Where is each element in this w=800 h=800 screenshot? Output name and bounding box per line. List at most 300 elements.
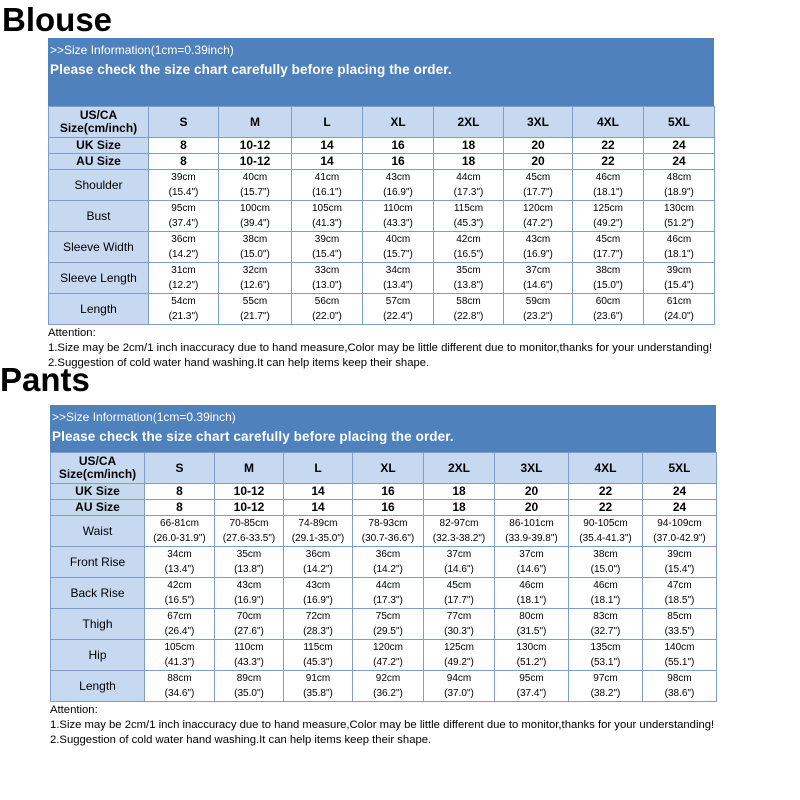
cm-value: 44cm [375, 580, 401, 591]
measurement-cell [149, 263, 219, 294]
inch-value: (22.8") [453, 311, 484, 322]
blouse-banner [48, 38, 714, 106]
measurement-cell [495, 578, 569, 609]
measurement-row [49, 232, 715, 263]
uk-size-cell: 16 [353, 484, 424, 500]
measurement-cell [353, 640, 424, 671]
measurement-cell [215, 578, 284, 609]
cm-value: 94cm [446, 673, 472, 684]
au-size-cell: 16 [353, 500, 424, 516]
inch-value: (17.3") [373, 595, 403, 606]
size-header: XL [353, 453, 424, 484]
cm-value: 47cm [667, 580, 692, 591]
measurement-cell [495, 516, 569, 547]
attention-title: Attention: [48, 327, 96, 339]
measurement-cell [504, 232, 573, 263]
cm-value: 72cm [305, 611, 331, 622]
measurement-cell [284, 609, 353, 640]
inch-value: (15.7") [240, 187, 270, 198]
inch-value: (49.2") [593, 218, 623, 229]
blouse-au-row [49, 154, 715, 170]
cm-value: 37cm [525, 265, 551, 276]
uk-size-cell: 22 [569, 484, 643, 500]
measurement-cell [569, 671, 643, 702]
cm-value: 92cm [375, 673, 401, 684]
cm-value: 58cm [456, 296, 481, 307]
measurement-cell [353, 578, 424, 609]
size-header: 4XL [573, 107, 644, 138]
cm-value: 37cm [519, 549, 544, 560]
pants-size-chart [50, 405, 716, 748]
cm-value: 59cm [525, 296, 551, 307]
measurement-cell [353, 547, 424, 578]
au-size-cell: 16 [363, 154, 434, 170]
inch-value: (15.0") [593, 280, 623, 291]
cm-value: 61cm [666, 296, 692, 307]
header-label: US/CA Size(cm/inch) [49, 107, 149, 138]
inch-value: (13.4") [164, 564, 195, 575]
measurement-cell [292, 294, 363, 325]
pants-banner-notice: Please check the size chart carefully before placing the order. [52, 429, 454, 444]
au-size-label: AU Size [49, 154, 149, 170]
inch-value: (32.7") [590, 626, 621, 637]
measurement-cell [643, 671, 717, 702]
measurement-cell [363, 263, 434, 294]
blouse-title: Blouse [2, 1, 113, 38]
cm-value: 89cm [236, 673, 262, 684]
au-size-cell: 10-12 [219, 154, 292, 170]
cm-value: 46cm [666, 234, 692, 245]
inch-value: (45.3") [453, 218, 484, 229]
inch-value: (37.0-42.9") [653, 533, 706, 544]
cm-value: 36cm [171, 234, 196, 245]
inch-value: (51.2") [516, 657, 547, 668]
measurement-cell [569, 547, 643, 578]
measurement-cell [434, 232, 504, 263]
cm-value: 39cm [667, 549, 692, 560]
au-size-cell: 20 [504, 154, 573, 170]
measurement-cell [149, 170, 219, 201]
blouse-size-chart [48, 38, 714, 371]
uk-size-cell: 8 [145, 484, 215, 500]
measurement-cell [219, 170, 292, 201]
cm-value: 90-105cm [583, 518, 628, 529]
inch-value: (37.4") [516, 688, 547, 699]
inch-value: (14.2") [303, 564, 333, 575]
au-size-cell: 24 [644, 154, 715, 170]
inch-value: (15.4") [664, 564, 695, 575]
measurement-cell [215, 609, 284, 640]
inch-value: (32.3-38.2") [432, 533, 486, 544]
measurement-cell [643, 516, 717, 547]
cm-value: 70cm [236, 611, 262, 622]
measurement-label: Sleeve Width [49, 232, 149, 263]
cm-value: 35cm [456, 265, 481, 276]
measurement-cell [363, 232, 434, 263]
cm-value: 39cm [171, 172, 196, 183]
measurement-label: Sleeve Length [49, 263, 149, 294]
inch-value: (12.6") [240, 280, 270, 291]
cm-value: 110cm [383, 203, 413, 214]
cm-value: 100cm [239, 203, 270, 214]
inch-value: (38.2") [590, 688, 621, 699]
inch-value: (13.8") [453, 280, 484, 291]
inch-value: (14.6") [444, 564, 474, 575]
inch-value: (12.2") [168, 280, 199, 291]
size-header: 5XL [643, 453, 717, 484]
pants-banner-info: >>Size Information(1cm=0.39inch) [52, 410, 236, 424]
measurement-cell [363, 201, 434, 232]
inch-value: (17.7") [593, 249, 623, 260]
inch-value: (17.7") [523, 187, 553, 198]
cm-value: 40cm [242, 172, 268, 183]
pants-uk-row [51, 484, 717, 500]
inch-value: (16.9") [303, 595, 333, 606]
measurement-cell [292, 201, 363, 232]
measurement-cell [353, 609, 424, 640]
pants-title: Pants [0, 361, 90, 398]
measurement-cell [215, 671, 284, 702]
measurement-row [51, 578, 717, 609]
cm-value: 95cm [171, 203, 196, 214]
inch-value: (13.4") [383, 280, 413, 291]
measurement-cell [643, 640, 717, 671]
inch-value: (16.5") [164, 595, 195, 606]
cm-value: 36cm [305, 549, 331, 560]
cm-value: 98cm [667, 673, 692, 684]
cm-value: 85cm [667, 611, 692, 622]
measurement-cell [569, 578, 643, 609]
uk-size-cell: 20 [504, 138, 573, 154]
cm-value: 80cm [519, 611, 544, 622]
measurement-cell [219, 201, 292, 232]
cm-value: 60cm [595, 296, 621, 307]
cm-value: 34cm [167, 549, 192, 560]
pants-attention [50, 703, 718, 748]
measurement-row [51, 609, 717, 640]
cm-value: 34cm [385, 265, 411, 276]
measurement-cell [145, 578, 215, 609]
cm-value: 39cm [314, 234, 340, 245]
inch-value: (16.9") [234, 595, 264, 606]
measurement-label: Bust [49, 201, 149, 232]
inch-value: (16.9") [383, 187, 413, 198]
size-header: XL [363, 107, 434, 138]
measurement-label: Front Rise [51, 547, 145, 578]
inch-value: (22.0") [312, 311, 342, 322]
attention-note: 2.Suggestion of cold water hand washing.It can help items keep their shape. [48, 357, 430, 369]
inch-value: (24.0") [664, 311, 694, 322]
inch-value: (17.3") [453, 187, 484, 198]
cm-value: 97cm [593, 673, 618, 684]
cm-value: 75cm [375, 611, 401, 622]
measurement-cell [644, 201, 715, 232]
cm-value: 120cm [522, 203, 553, 214]
inch-value: (26.4") [164, 626, 195, 637]
au-size-cell: 18 [434, 154, 504, 170]
uk-size-label: UK Size [49, 138, 149, 154]
cm-value: 39cm [666, 265, 692, 276]
au-size-cell: 22 [569, 500, 643, 516]
inch-value: (51.2") [664, 218, 694, 229]
cm-value: 42cm [456, 234, 481, 245]
inch-value: (18.5") [664, 595, 695, 606]
inch-value: (18.1") [593, 187, 623, 198]
measurement-cell [424, 671, 495, 702]
uk-size-label: UK Size [51, 484, 145, 500]
inch-value: (29.1-35.0") [291, 533, 345, 544]
inch-value: (33.5") [664, 626, 695, 637]
inch-value: (35.4-41.3") [579, 533, 632, 544]
measurement-cell [292, 263, 363, 294]
inch-value: (16.9") [523, 249, 553, 260]
size-header: S [145, 453, 215, 484]
au-size-label: AU Size [51, 500, 145, 516]
measurement-row [49, 294, 715, 325]
cm-value: 95cm [519, 673, 544, 684]
attention-note: 1.Size may be 2cm/1 inch inaccuracy due to hand measure,Color may be little different due to monitor,thanks for your understanding! [50, 719, 715, 731]
inch-value: (23.6") [593, 311, 623, 322]
uk-size-cell: 10-12 [219, 138, 292, 154]
size-header: L [292, 107, 363, 138]
inch-value: (37.0") [444, 688, 474, 699]
cm-value: 37cm [446, 549, 472, 560]
blouse-header-row [49, 107, 715, 138]
au-size-cell: 10-12 [215, 500, 284, 516]
measurement-cell [145, 547, 215, 578]
cm-value: 36cm [375, 549, 401, 560]
cm-value: 43cm [236, 580, 262, 591]
size-header: S [149, 107, 219, 138]
cm-value: 130cm [663, 203, 694, 214]
measurement-cell [215, 516, 284, 547]
measurement-cell [495, 547, 569, 578]
cm-value: 57cm [385, 296, 411, 307]
cm-value: 43cm [305, 580, 331, 591]
measurement-cell [292, 170, 363, 201]
inch-value: (18.1") [590, 595, 621, 606]
measurement-cell [644, 294, 715, 325]
cm-value: 31cm [171, 265, 196, 276]
cm-value: 41cm [314, 172, 340, 183]
measurement-cell [145, 516, 215, 547]
measurement-cell [219, 263, 292, 294]
cm-value: 42cm [167, 580, 192, 591]
inch-value: (30.7-36.6") [361, 533, 415, 544]
inch-value: (43.3") [234, 657, 264, 668]
measurement-cell [643, 609, 717, 640]
blouse-banner-info: >>Size Information(1cm=0.39inch) [50, 43, 234, 57]
inch-value: (15.0") [590, 564, 621, 575]
measurement-cell [573, 170, 644, 201]
uk-size-cell: 18 [434, 138, 504, 154]
measurement-cell [644, 170, 715, 201]
cm-value: 40cm [385, 234, 411, 245]
au-size-cell: 18 [424, 500, 495, 516]
inch-value: (13.0") [312, 280, 342, 291]
measurement-label: Thigh [51, 609, 145, 640]
blouse-uk-row [49, 138, 715, 154]
measurement-label: Back Rise [51, 578, 145, 609]
measurement-cell [284, 640, 353, 671]
size-header: L [284, 453, 353, 484]
uk-size-cell: 24 [643, 484, 717, 500]
cm-value: 77cm [446, 611, 472, 622]
cm-value: 48cm [666, 172, 692, 183]
inch-value: (15.4") [312, 249, 342, 260]
cm-value: 105cm [311, 203, 342, 214]
attention-title: Attention: [50, 704, 98, 716]
au-size-cell: 8 [145, 500, 215, 516]
inch-value: (18.1") [516, 595, 547, 606]
measurement-row [51, 547, 717, 578]
measurement-cell [573, 232, 644, 263]
inch-value: (41.3") [164, 657, 195, 668]
measurement-cell [424, 516, 495, 547]
size-header: M [219, 107, 292, 138]
cm-value: 67cm [167, 611, 192, 622]
cm-value: 120cm [372, 642, 403, 653]
measurement-cell [504, 294, 573, 325]
size-header: 2XL [434, 107, 504, 138]
measurement-row [51, 640, 717, 671]
inch-value: (23.2") [523, 311, 553, 322]
inch-value: (31.5") [516, 626, 547, 637]
pants-size-table [50, 452, 717, 702]
uk-size-cell: 10-12 [215, 484, 284, 500]
size-header: 3XL [495, 453, 569, 484]
inch-value: (38.6") [664, 688, 695, 699]
cm-value: 54cm [171, 296, 196, 307]
cm-value: 38cm [242, 234, 268, 245]
attention-note: 1.Size may be 2cm/1 inch inaccuracy due to hand measure,Color may be little different due to monitor,thanks for your understanding! [48, 342, 713, 354]
measurement-label: Length [49, 294, 149, 325]
cm-value: 125cm [443, 642, 474, 653]
cm-value: 140cm [664, 642, 695, 653]
measurement-cell [149, 294, 219, 325]
blouse-size-table [48, 106, 715, 325]
pants-banner [50, 405, 716, 452]
cm-value: 55cm [242, 296, 268, 307]
inch-value: (15.7") [383, 249, 413, 260]
cm-value: 70-85cm [229, 518, 269, 529]
size-header: 2XL [424, 453, 495, 484]
inch-value: (18.1") [664, 249, 694, 260]
measurement-cell [149, 201, 219, 232]
measurement-cell [145, 640, 215, 671]
inch-value: (15.4") [664, 280, 694, 291]
cm-value: 56cm [314, 296, 340, 307]
measurement-cell [504, 201, 573, 232]
cm-value: 45cm [595, 234, 621, 245]
inch-value: (35.8") [303, 688, 333, 699]
measurement-row [49, 170, 715, 201]
inch-value: (49.2") [444, 657, 474, 668]
measurement-cell [424, 578, 495, 609]
size-header: 5XL [644, 107, 715, 138]
measurement-cell [284, 547, 353, 578]
cm-value: 44cm [456, 172, 481, 183]
inch-value: (26.0-31.9") [153, 533, 206, 544]
header-label: US/CA Size(cm/inch) [51, 453, 145, 484]
uk-size-cell: 14 [292, 138, 363, 154]
size-header: M [215, 453, 284, 484]
measurement-label: Waist [51, 516, 145, 547]
cm-value: 78-93cm [368, 518, 408, 529]
inch-value: (45.3") [303, 657, 333, 668]
inch-value: (39.4") [240, 218, 270, 229]
blouse-banner-notice: Please check the size chart carefully before placing the order. [50, 62, 452, 77]
au-size-cell: 24 [643, 500, 717, 516]
cm-value: 32cm [242, 265, 268, 276]
inch-value: (33.9-39.8") [505, 533, 558, 544]
size-header: 3XL [504, 107, 573, 138]
measurement-cell [219, 232, 292, 263]
measurement-cell [292, 232, 363, 263]
measurement-row [49, 201, 715, 232]
cm-value: 35cm [236, 549, 262, 560]
inch-value: (15.0") [240, 249, 270, 260]
uk-size-cell: 14 [284, 484, 353, 500]
measurement-cell [434, 263, 504, 294]
inch-value: (15.4") [168, 187, 199, 198]
cm-value: 43cm [525, 234, 551, 245]
measurement-cell [644, 232, 715, 263]
measurement-row [51, 516, 717, 547]
au-size-cell: 22 [573, 154, 644, 170]
measurement-row [51, 671, 717, 702]
cm-value: 105cm [164, 642, 195, 653]
inch-value: (47.2") [373, 657, 403, 668]
inch-value: (29.5") [373, 626, 403, 637]
inch-value: (14.6") [523, 280, 553, 291]
inch-value: (37.4") [168, 218, 199, 229]
inch-value: (14.6") [516, 564, 547, 575]
cm-value: 110cm [234, 642, 264, 653]
measurement-cell [573, 263, 644, 294]
uk-size-cell: 8 [149, 138, 219, 154]
measurement-label: Length [51, 671, 145, 702]
measurement-cell [145, 671, 215, 702]
measurement-cell [569, 609, 643, 640]
uk-size-cell: 24 [644, 138, 715, 154]
inch-value: (47.2") [523, 218, 553, 229]
cm-value: 43cm [385, 172, 411, 183]
measurement-cell [215, 547, 284, 578]
measurement-cell [434, 201, 504, 232]
inch-value: (18.9") [664, 187, 694, 198]
cm-value: 86-101cm [509, 518, 554, 529]
measurement-cell [219, 294, 292, 325]
cm-value: 45cm [525, 172, 551, 183]
measurement-cell [644, 263, 715, 294]
inch-value: (21.7") [240, 311, 270, 322]
inch-value: (28.3") [303, 626, 333, 637]
cm-value: 125cm [592, 203, 623, 214]
cm-value: 83cm [593, 611, 618, 622]
inch-value: (14.2") [373, 564, 403, 575]
measurement-label: Shoulder [49, 170, 149, 201]
cm-value: 46cm [593, 580, 618, 591]
cm-value: 115cm [303, 642, 333, 653]
inch-value: (43.3") [383, 218, 413, 229]
inch-value: (30.3") [444, 626, 474, 637]
measurement-cell [353, 516, 424, 547]
measurement-cell [284, 516, 353, 547]
measurement-row [49, 263, 715, 294]
inch-value: (27.6") [234, 626, 264, 637]
inch-value: (13.8") [234, 564, 264, 575]
